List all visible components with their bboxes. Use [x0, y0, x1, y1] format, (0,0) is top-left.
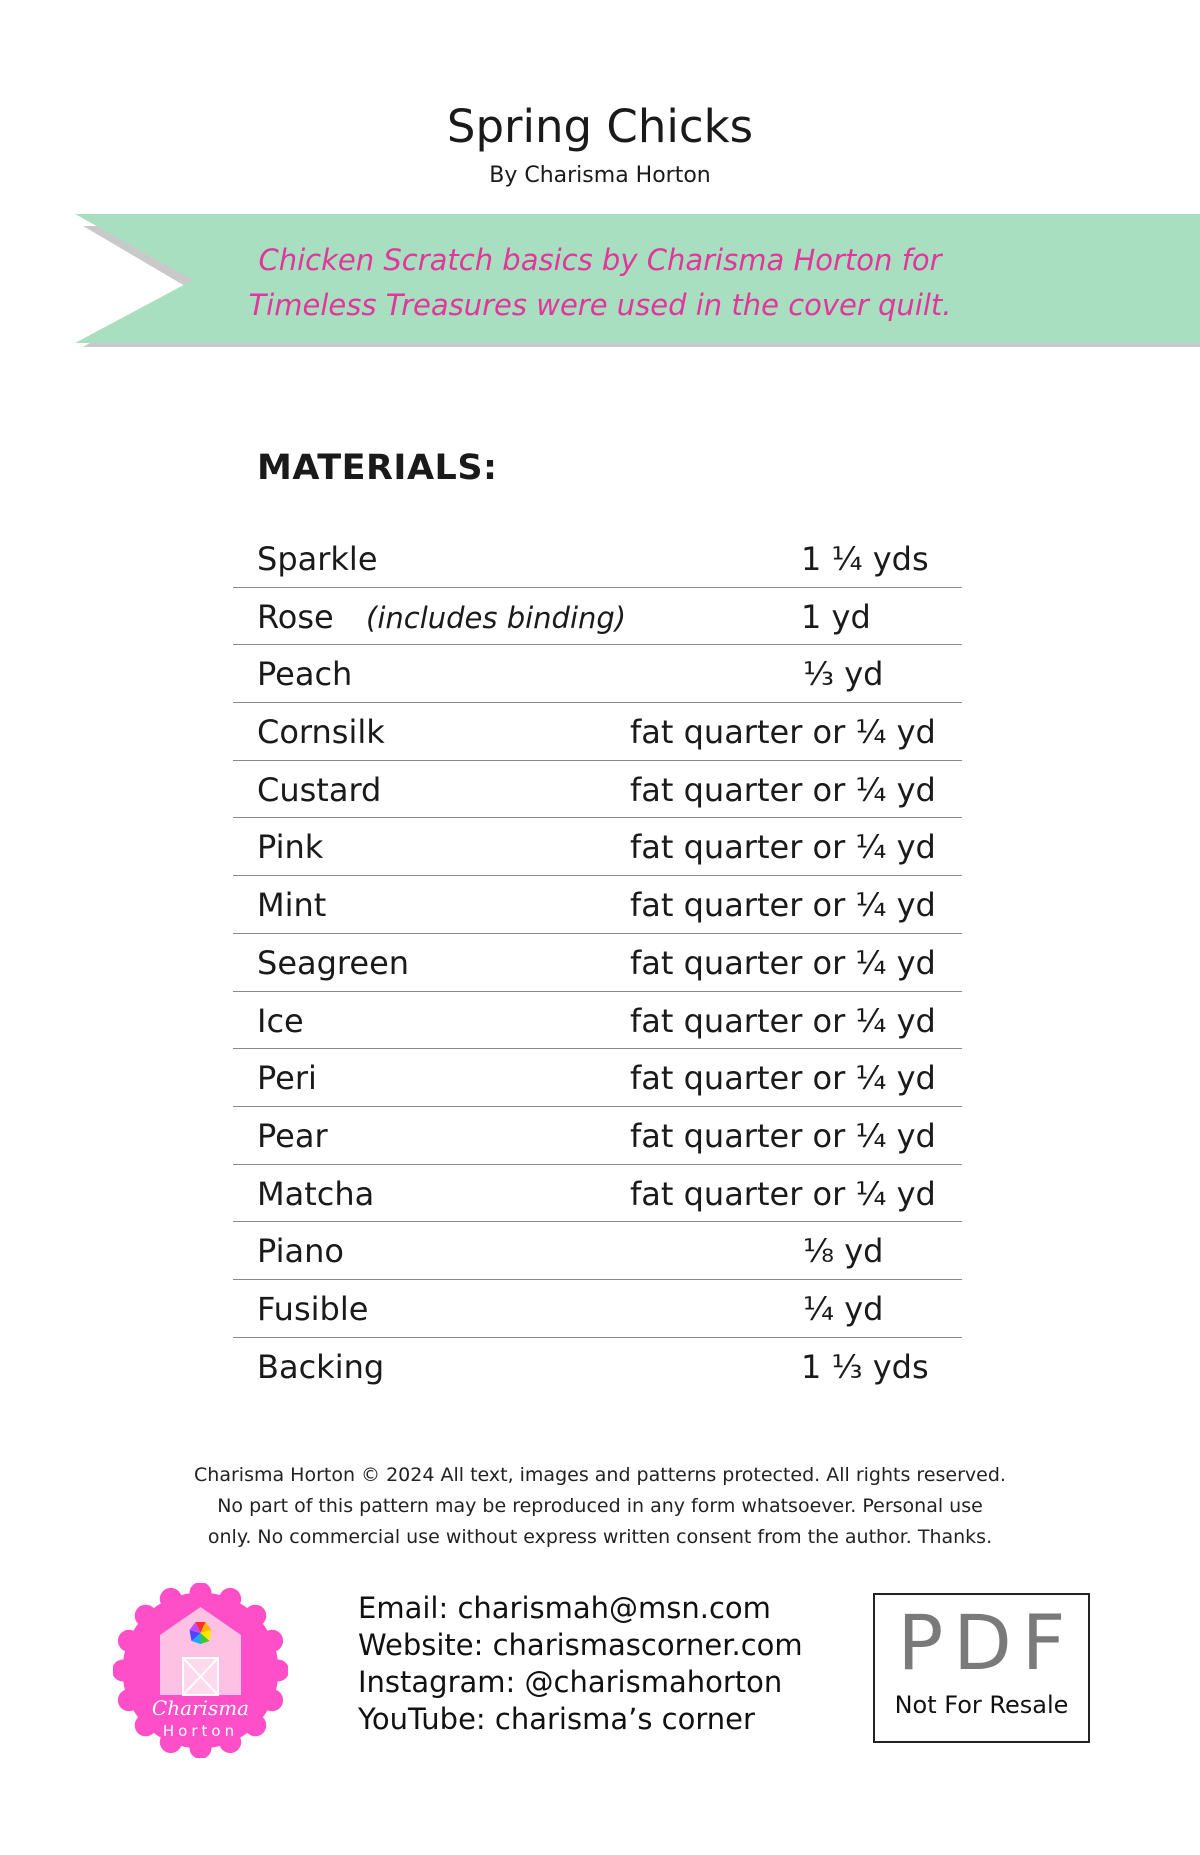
pdf-not-for-resale-badge: [873, 1593, 1090, 1743]
material-name: Piano: [257, 1232, 344, 1271]
material-name: Peri: [257, 1059, 317, 1098]
material-amount: 1 ⅓ yds: [801, 1347, 929, 1386]
material-name: Mint: [257, 886, 327, 925]
material-amount: fat quarter or ¼ yd: [630, 713, 936, 752]
material-amount: fat quarter or ¼ yd: [630, 886, 936, 925]
contact-youtube[interactable]: YouTube: charisma’s corner: [358, 1702, 755, 1736]
copyright-line-1: Charisma Horton © 2024 All text, images and patterns protected. All rights reserved.: [194, 1464, 1006, 1486]
copyright-line-3: only. No commercial use without express written consent from the author. Thanks.: [207, 1526, 993, 1548]
materials-list: [233, 530, 962, 1394]
material-name: Matcha: [257, 1174, 375, 1213]
contact-info: [358, 1590, 803, 1738]
materials-row: [233, 1049, 962, 1107]
logo-text-charisma: Charisma: [151, 1696, 250, 1720]
byline: By Charisma Horton: [489, 163, 711, 188]
material-amount: fat quarter or ¼ yd: [630, 770, 936, 809]
copyright-notice: [0, 1460, 1200, 1553]
copyright-line-2: No part of this pattern may be reproduced in any form whatsoever. Personal use: [217, 1495, 983, 1517]
materials-row: [233, 530, 962, 588]
material-name: Pink: [257, 828, 324, 867]
material-amount: 1 ¼ yds: [801, 540, 929, 578]
charisma-horton-logo: [113, 1583, 288, 1758]
materials-row: [233, 1165, 962, 1223]
material-name: Sparkle: [257, 540, 378, 578]
materials-row: [233, 1280, 962, 1338]
not-for-resale-label: Not For Resale: [894, 1691, 1069, 1719]
banner-text: [0, 238, 1200, 328]
page-title: Spring Chicks: [446, 100, 754, 153]
material-amount: fat quarter or ¼ yd: [630, 943, 936, 982]
material-amount: 1 yd: [801, 597, 871, 636]
material-amount: ⅛ yd: [803, 1232, 884, 1271]
materials-heading: MATERIALS:: [257, 448, 498, 488]
material-name: Pear: [257, 1116, 328, 1155]
materials-row: [233, 703, 962, 761]
material-note: (includes binding): [366, 600, 627, 635]
contact-email[interactable]: Email: charismah@msn.com: [358, 1591, 771, 1625]
materials-row: [233, 992, 962, 1050]
banner-line-2: Timeless Treasures were used in the cover quilt.: [248, 288, 952, 322]
materials-row: [233, 588, 962, 646]
material-amount: fat quarter or ¼ yd: [630, 1001, 936, 1040]
materials-row: [233, 1338, 962, 1395]
material-amount: fat quarter or ¼ yd: [630, 1116, 936, 1155]
material-amount: fat quarter or ¼ yd: [630, 1059, 936, 1098]
material-amount: ¼ yd: [803, 1289, 884, 1328]
pdf-label: PDF: [897, 1598, 1076, 1687]
contact-instagram[interactable]: Instagram: @charismahorton: [358, 1665, 783, 1699]
material-name: Backing: [257, 1347, 385, 1386]
logo-text-horton: Horton: [162, 1722, 239, 1740]
material-name: Cornsilk: [257, 713, 385, 752]
material-amount: fat quarter or ¼ yd: [630, 1174, 936, 1213]
materials-row: [233, 818, 962, 876]
material-name: Seagreen: [257, 943, 410, 982]
material-name: Peach: [257, 655, 353, 694]
banner-line-1: Chicken Scratch basics by Charisma Horton for: [258, 243, 942, 277]
contact-website[interactable]: Website: charismascorner.com: [358, 1628, 803, 1662]
material-name: Ice: [257, 1001, 304, 1040]
material-amount: ⅓ yd: [803, 655, 884, 694]
materials-row: [233, 761, 962, 819]
material-name: Fusible: [257, 1289, 369, 1328]
materials-row: [233, 645, 962, 703]
material-name: Rose: [257, 597, 334, 636]
materials-row: [233, 934, 962, 992]
material-amount: fat quarter or ¼ yd: [630, 828, 936, 867]
materials-row: [233, 1107, 962, 1165]
material-name: Custard: [257, 770, 382, 809]
materials-row: [233, 876, 962, 934]
materials-row: [233, 1222, 962, 1280]
